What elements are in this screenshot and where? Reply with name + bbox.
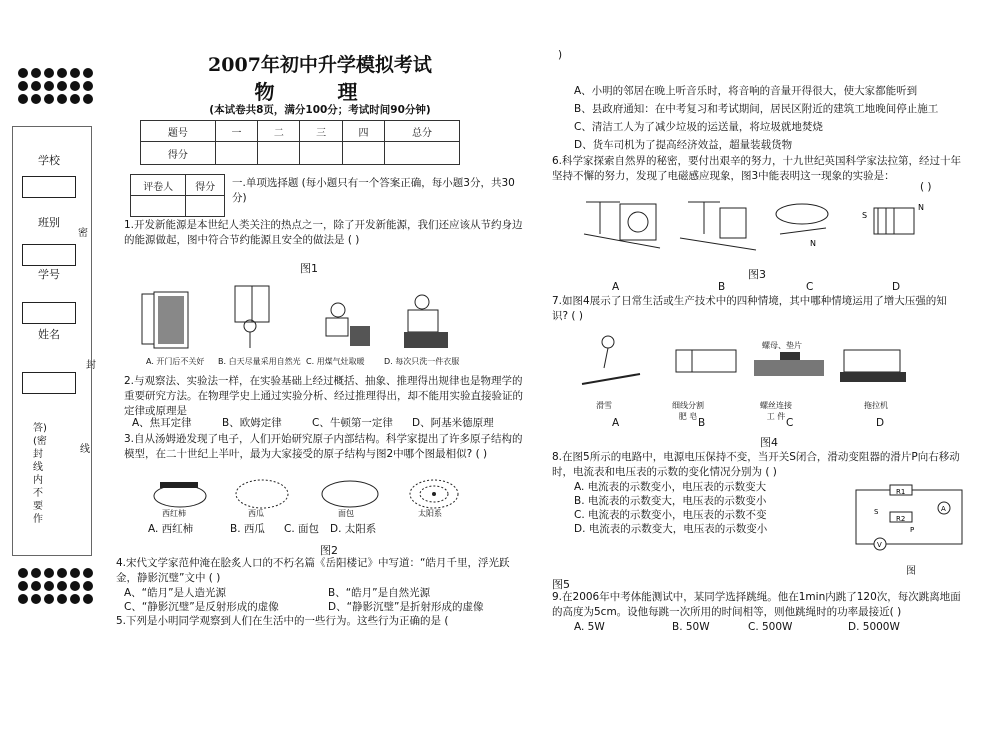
q9-option-b[interactable]: B. 50W (672, 621, 710, 633)
svg-text:N: N (810, 239, 816, 248)
q1-fig-label: 图1 (300, 262, 318, 275)
q3-label-a: 西红柿 (162, 509, 186, 518)
grader-table (130, 174, 225, 217)
q4-option-c[interactable]: C、“静影沉璧”是反射形成的虚像 (124, 601, 279, 613)
score-head: 二 (258, 121, 300, 142)
q8-option-c[interactable]: C. 电流表的示数变小，电压表的示数不变 (574, 509, 767, 521)
svg-text:P: P (910, 526, 915, 534)
q4-option-a[interactable]: A、“皓月”是人造光源 (124, 587, 227, 599)
seal-xian: 线 (80, 444, 90, 455)
svg-text:N: N (918, 203, 924, 212)
q8-option-a[interactable]: A. 电流表的示数变小，电压表的示数变大 (574, 481, 767, 493)
q1-option-d[interactable]: D. 每次只洗一件衣服 (384, 357, 460, 366)
q5-option-b[interactable]: B、县政府通知：在中考复习和考试期间，居民区附近的建筑工地晚间停止施工 (574, 103, 939, 115)
score-head: 总分 (385, 121, 460, 142)
q2-text: 2.与观察法、实验法一样，在实验基础上经过概括、抽象、推理得出规律也是物理学的重要研究方法。在物理学史上通过实验分析、经过推理得出，却不能用实验直接验证的定律或原理是 (124, 375, 523, 417)
q1-option-b[interactable]: B. 白天尽量采用自然光 (218, 357, 301, 366)
q6-label-c: C (806, 281, 814, 293)
svg-text:A: A (941, 505, 946, 513)
q7-letter-d: D (876, 417, 885, 429)
q7-text: 7.如图4展示了日常生活或生产技术中的四种情境，其中哪种情境运用了增大压强的知识? ( ) (552, 295, 947, 322)
q7-top-label: 螺母、垫片 (762, 341, 802, 350)
q6-text: 6.科学家探索自然界的秘密，要付出艰辛的努力，十九世纪英国科学家法拉第，经过十年坚持不懈的努力，发现了电磁感应现象，图3中能表明这一现象的实验是： (552, 155, 962, 182)
q7-letter-b: B (698, 417, 706, 429)
school-field[interactable] (22, 176, 76, 198)
q7-fig-label: 图4 (760, 436, 778, 449)
binding-dots-top (18, 68, 93, 104)
name-label: 姓名 (38, 328, 60, 341)
number-field[interactable] (22, 302, 76, 324)
q3-fig-label: 图2 (320, 544, 338, 557)
subject-title: 物 理 (254, 80, 386, 104)
exam-note: (本试卷共8页，满分100分；考试时间90分钟) (209, 104, 431, 116)
q7-caption-a: 滑雪 (596, 401, 612, 410)
q9-option-c[interactable]: C. 500W (748, 621, 793, 633)
q4-option-d[interactable]: D、“静影沉璧”是折射形成的虚像 (328, 601, 484, 613)
q8-fig-small: 图 (906, 566, 916, 577)
q3-label-b: 西瓜 (248, 509, 264, 518)
q4-text: 4.宋代文学家范仲淹在脍炙人口的不朽名篇《岳阳楼记》中写道：“皓月千里，浮光跃金，静影沉璧”文中 ( ) (116, 557, 510, 584)
q8-option-d[interactable]: D. 电流表的示数变大，电压表的示数变小 (574, 523, 768, 535)
q7-figure (580, 330, 940, 390)
q1-option-c[interactable]: C. 用煤气灶取暖 (306, 357, 365, 366)
q9-option-a[interactable]: A. 5W (574, 621, 605, 633)
grader-head: 得分 (186, 175, 225, 196)
q2-option-d[interactable]: D、阿基米德原理 (412, 417, 494, 429)
q1-text: 1.开发新能源是本世纪人类关注的热点之一，除了开发新能源，我们还应该从节约身边的能源做起，图中符合节约能源且安全的做法是 ( ) (124, 219, 523, 246)
svg-text:R1: R1 (896, 488, 906, 496)
q3-label-d: 太阳系 (418, 509, 442, 518)
score-head: 题号 (141, 121, 216, 142)
q5-text: 5.下列是小明同学观察到人们在生活中的一些行为。这些行为正确的是 ( (116, 615, 449, 627)
q3-label-c: 面包 (338, 509, 354, 518)
svg-text:V: V (877, 541, 882, 549)
q5-option-c[interactable]: C、清洁工人为了减少垃圾的运送量，将垃圾就地焚烧 (574, 121, 823, 133)
school-label: 学校 (38, 154, 60, 167)
q7-caption-d: 拖拉机 (864, 401, 888, 410)
section1-heading: 一.单项选择题 (每小题只有一个答案正确，每小题3分，共30分) (232, 177, 515, 204)
q7-caption-c: 螺丝连接 工 件 (760, 401, 792, 421)
q3-option-a[interactable]: A. 西红柿 (148, 523, 194, 535)
q2-option-a[interactable]: A、焦耳定律 (132, 417, 192, 429)
q1-figure (140, 282, 470, 354)
q3-option-b[interactable]: B. 西瓜 (230, 523, 265, 535)
binding-dots-bottom (18, 568, 93, 604)
seal-mi: 密 (78, 228, 88, 239)
q3-option-d[interactable]: D. 太阳系 (330, 523, 377, 535)
class-field[interactable] (22, 244, 76, 266)
svg-text:S: S (874, 508, 879, 516)
name-field[interactable] (22, 372, 76, 394)
score-cell[interactable] (215, 142, 257, 165)
q7-letter-c: C (786, 417, 794, 429)
q2-option-b[interactable]: B、欧姆定律 (222, 417, 282, 429)
q6-figure (580, 194, 940, 264)
q9-option-d[interactable]: D. 5000W (848, 621, 900, 633)
score-cell[interactable] (385, 142, 460, 165)
q4-option-b[interactable]: B、“皓月”是自然光源 (328, 587, 431, 599)
q6-label-d: D (892, 281, 901, 293)
svg-text:S: S (862, 211, 868, 220)
score-cell[interactable] (258, 142, 300, 165)
class-label: 班别 (38, 216, 60, 229)
q6-fig-label: 图3 (748, 268, 766, 281)
q8-text: 8.在图5所示的电路中，电源电压保持不变，当开关S闭合，滑动变阻器的滑片P向右移动时，电流表和电压表的示数的变化情况分别为 ( ) (552, 451, 960, 478)
grader-head: 评卷人 (131, 175, 186, 196)
score-head: 三 (300, 121, 342, 142)
q8-fig-label: 图5 (552, 578, 570, 591)
q6-label-b: B (718, 281, 726, 293)
q6-answer-paren: ( ) (920, 181, 932, 193)
q3-text: 3.自从汤姆逊发现了电子，人们开始研究原子内部结构。科学家提出了许多原子结构的模型，在二十世纪上半叶，最为大家接受的原子结构与图2中哪个图最相似? ( ) (124, 433, 523, 460)
grader-cell[interactable] (186, 196, 225, 217)
q1-option-a[interactable]: A. 开门后不关好 (146, 357, 205, 366)
score-cell[interactable] (300, 142, 342, 165)
q9-text: 9.在2006年中考体能测试中，某同学选择跳绳。他在1min内跳了120次，每次跳离地面的高度为5cm。设他每跳一次所用的时间相等，则他跳绳时的功率最接近( ) (552, 591, 961, 618)
q5-paren-close: ) (558, 49, 563, 61)
q8-circuit (850, 484, 968, 556)
svg-text:R2: R2 (896, 515, 906, 523)
q8-option-b[interactable]: B. 电流表的示数变大，电压表的示数变小 (574, 495, 767, 507)
seal-feng: 封 (86, 360, 96, 371)
q6-label-a: A (612, 281, 620, 293)
score-head: 一 (215, 121, 257, 142)
seal-note: 答)(密封线内不要作 (33, 423, 47, 525)
q5-option-d[interactable]: D、货车司机为了提高经济效益，超量装载货物 (574, 139, 793, 151)
score-head: 四 (342, 121, 384, 142)
q7-letter-a: A (612, 417, 620, 429)
q7-caption-b: 细线分割 肥 皂 (672, 401, 704, 421)
q5-option-a[interactable]: A、小明的邻居在晚上听音乐时，将音响的音量开得很大，使大家都能听到 (574, 85, 918, 97)
score-row-label: 得分 (141, 142, 216, 165)
q2-option-c[interactable]: C、牛顿第一定律 (312, 417, 393, 429)
grader-cell[interactable] (131, 196, 186, 217)
exam-title: 2007年初中升学模拟考试 (208, 54, 432, 76)
number-label: 学号 (38, 268, 60, 281)
score-cell[interactable] (342, 142, 384, 165)
score-table (140, 120, 460, 165)
q3-option-c[interactable]: C. 面包 (284, 523, 320, 535)
